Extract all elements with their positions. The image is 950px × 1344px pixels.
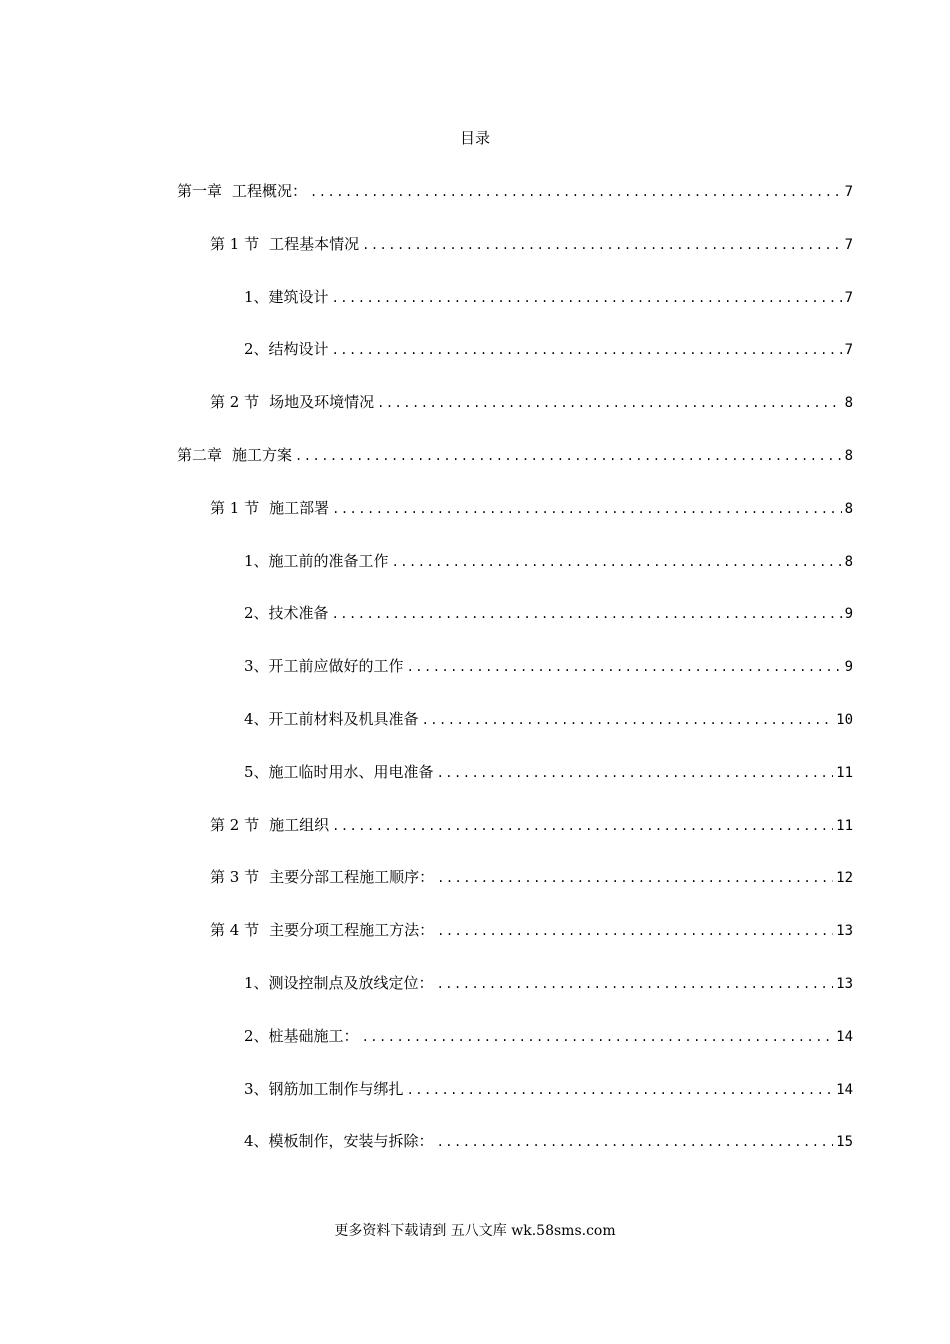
toc-entry-number: 1、 (244, 974, 269, 992)
toc-entry-page: 8 (844, 553, 853, 570)
toc-dot-leader (437, 867, 833, 889)
toc-entry[interactable] (244, 338, 853, 360)
toc-entry-number: 第二章 (177, 446, 223, 464)
toc-entry[interactable] (177, 444, 853, 466)
toc-dot-leader (332, 287, 842, 309)
toc-entry-page: 8 (844, 500, 853, 517)
toc-entry-title: 施工部署 (269, 498, 330, 517)
toc-entry[interactable] (177, 180, 853, 202)
toc-entry-page: 15 (836, 1134, 853, 1151)
toc-entry-title: 开工前应做好的工作 (268, 657, 404, 676)
toc-dot-leader (332, 339, 842, 361)
toc-entry-page: 14 (836, 1028, 853, 1045)
toc-entry-number: 第一章 (177, 182, 223, 200)
toc-dot-leader (377, 392, 841, 414)
toc-dot-leader (422, 709, 834, 731)
toc-dot-leader (392, 551, 842, 573)
toc-entry-title: 结构设计 (268, 340, 329, 359)
page-title: 目录 (459, 129, 490, 147)
toc-entry-page: 10 (836, 712, 853, 728)
toc-entry-page: 13 (836, 976, 853, 992)
toc-entry[interactable] (244, 708, 853, 730)
toc-dot-leader (437, 973, 834, 995)
toc-entry-number: 1、 (244, 287, 269, 306)
toc-entry-number: 2、 (244, 340, 269, 359)
toc-dot-leader (332, 815, 833, 837)
toc-entry-number: 4、 (244, 1132, 269, 1151)
toc-dot-leader (437, 762, 834, 784)
toc-entry[interactable] (210, 814, 853, 836)
toc-dot-leader (332, 498, 841, 520)
toc-entry-page: 11 (836, 764, 853, 781)
toc-dot-leader (362, 1026, 834, 1048)
toc-entry-number: 第 1 节 (210, 498, 260, 517)
toc-entry-page: 7 (844, 184, 853, 200)
toc-entry-page: 14 (836, 1081, 853, 1098)
toc-entry-page: 7 (844, 289, 853, 306)
toc-entry-number: 第 1 节 (210, 234, 260, 253)
toc-entry-title: 施工前的准备工作 (268, 551, 389, 570)
toc-entry[interactable] (244, 550, 853, 572)
toc-entry-title: 模板制作，安装与拆除： (268, 1132, 434, 1151)
toc-dot-leader (310, 181, 842, 203)
toc-entry-number: 第 2 节 (210, 393, 260, 412)
toc-entry[interactable] (244, 761, 853, 783)
toc-entry-title: 测设控制点及放线定位： (268, 974, 434, 992)
toc-entry-number: 4、 (244, 710, 269, 728)
toc-entry[interactable] (210, 391, 853, 413)
toc-entry-title: 施工方案 (232, 446, 293, 464)
toc-entry-page: 9 (844, 606, 853, 623)
toc-entry-title: 主要分部工程施工顺序： (269, 868, 435, 887)
toc-dot-leader (407, 656, 842, 678)
toc-entry[interactable] (244, 286, 853, 308)
toc-entry-title: 工程概况： (232, 182, 308, 200)
toc-entry-number: 5、 (244, 762, 269, 781)
toc-entry-number: 第 4 节 (210, 921, 260, 940)
toc-entry-number: 3、 (244, 657, 269, 676)
toc-entry-title: 工程基本情况 (269, 234, 360, 253)
toc-dot-leader (362, 234, 841, 256)
toc-entry-title: 建筑设计 (268, 287, 329, 306)
toc-entry-number: 1、 (244, 551, 269, 570)
toc-dot-leader (332, 603, 842, 625)
toc-entry-number: 2、 (244, 604, 269, 623)
toc-dot-leader (437, 1131, 834, 1153)
toc-entry-title: 主要分项工程施工方法： (269, 921, 435, 940)
toc-entry[interactable] (210, 919, 853, 941)
toc-entry-title: 施工组织 (269, 815, 330, 834)
toc-entry-page: 7 (844, 236, 853, 253)
toc-entry-title: 钢筋加工制作与绑扎 (268, 1079, 404, 1098)
toc-entry-number: 第 2 节 (210, 815, 260, 834)
toc-entry[interactable] (244, 655, 853, 677)
footer-note: 更多资料下载请到 五八文库 wk.58sms.com (334, 1223, 616, 1239)
toc-entry-page: 7 (844, 342, 853, 359)
toc-entry-page: 13 (836, 923, 853, 940)
toc-entry-number: 3、 (244, 1079, 269, 1098)
toc-entry-page: 8 (844, 448, 853, 464)
toc-entry[interactable] (244, 1078, 853, 1100)
toc-entry-title: 场地及环境情况 (269, 393, 375, 412)
toc-dot-leader (437, 920, 833, 942)
toc-entry[interactable] (210, 866, 853, 888)
toc-entry-page: 12 (836, 870, 853, 887)
toc-entry[interactable] (244, 1130, 853, 1152)
toc-entry-title: 技术准备 (268, 604, 329, 623)
toc-entry[interactable] (210, 233, 853, 255)
toc-entry-title: 桩基础施工： (268, 1026, 359, 1045)
toc-entry[interactable] (210, 497, 853, 519)
toc-entry-page: 8 (844, 395, 853, 412)
toc-entry-page: 9 (844, 659, 853, 676)
toc-entry-title: 施工临时用水、用电准备 (268, 762, 434, 781)
toc-dot-leader (295, 445, 842, 467)
toc-entry-page: 11 (836, 817, 853, 834)
toc-entry[interactable] (244, 602, 853, 624)
toc-entry-number: 第 3 节 (210, 868, 260, 887)
toc-entry-title: 开工前材料及机具准备 (268, 710, 419, 728)
toc-dot-leader (407, 1079, 834, 1101)
toc-entry-number: 2、 (244, 1026, 269, 1045)
toc-entry[interactable] (244, 1025, 853, 1047)
toc-entry[interactable] (244, 972, 853, 994)
